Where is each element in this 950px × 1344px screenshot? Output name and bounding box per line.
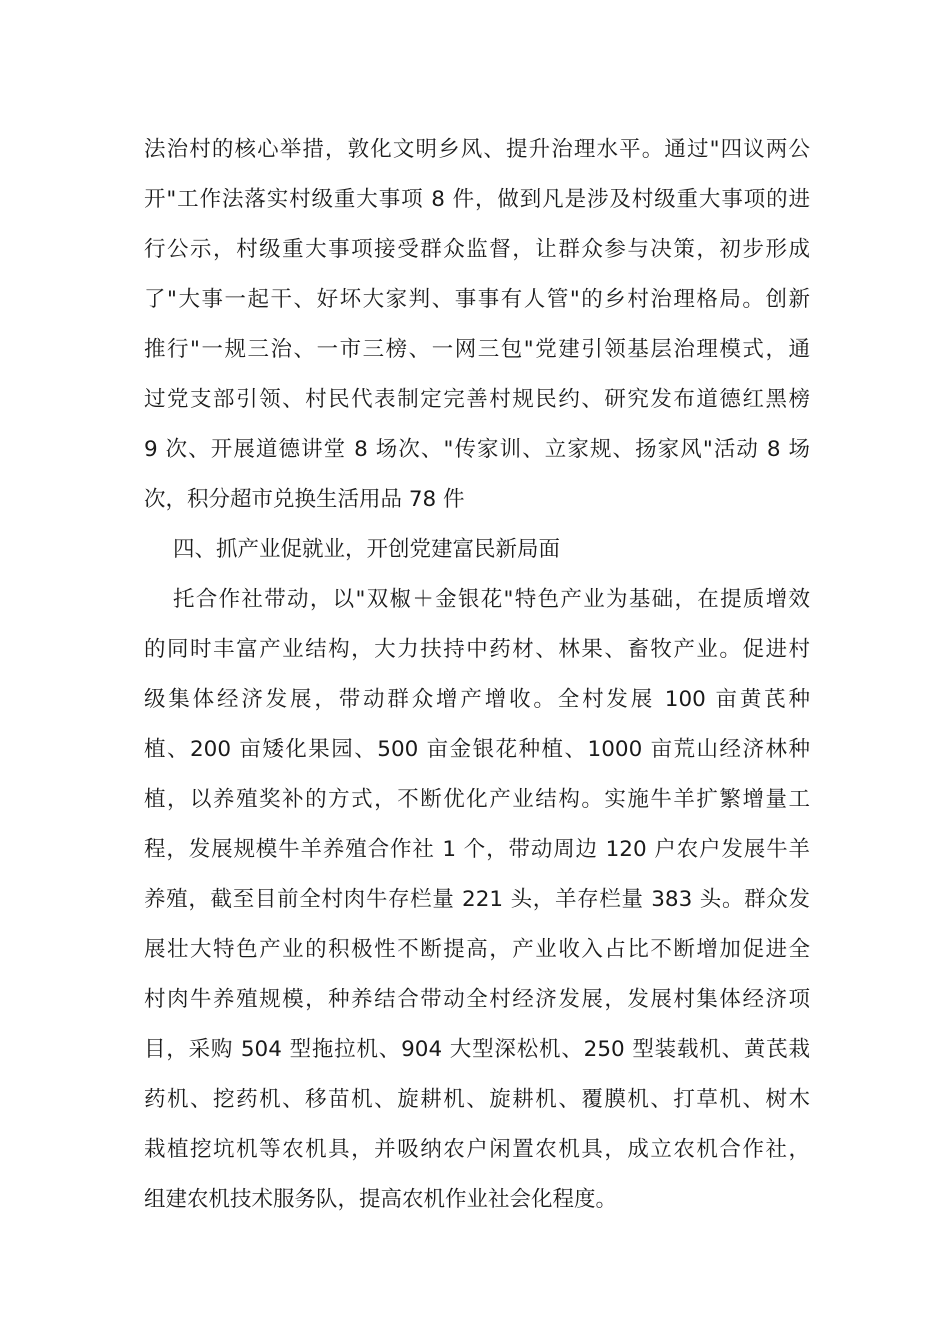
text-line: 植、200 亩矮化果园、500 亩金银花种植、1000 亩荒山经济林种 [144, 737, 810, 762]
text-line: 养殖，截至目前全村肉牛存栏量 221 头，羊存栏量 383 头。群众发 [144, 887, 810, 912]
text-line: 行公示，村级重大事项接受群众监督，让群众参与决策，初步形成 [144, 237, 810, 262]
text-line: 的同时丰富产业结构，大力扶持中药材、林果、畜牧产业。促进村 [144, 637, 810, 662]
text-line: 展壮大特色产业的积极性不断提高，产业收入占比不断增加促进全 [144, 937, 810, 962]
text-line: 次，积分超市兑换生活用品 78 件 [144, 487, 465, 512]
text-line: 村肉牛养殖规模，种养结合带动全村经济发展，发展村集体经济项 [144, 987, 810, 1012]
section-heading: 四、抓产业促就业，开创党建富民新局面 [173, 537, 561, 562]
text-line: 法治村的核心举措，敦化文明乡风、提升治理水平。通过"四议两公 [144, 137, 810, 162]
text-line: 植，以养殖奖补的方式，不断优化产业结构。实施牛羊扩繁增量工 [144, 787, 810, 812]
text-line: 了"大事一起干、好坏大家判、事事有人管"的乡村治理格局。创新 [144, 287, 810, 312]
text-line: 栽植挖坑机等农机具，并吸纳农户闲置农机具，成立农机合作社， [144, 1137, 810, 1162]
paragraph-first-line: 托合作社带动，以"双椒＋金银花"特色产业为基础，在提质增效 [173, 587, 810, 612]
text-line: 过党支部引领、村民代表制定完善村规民约、研究发布道德红黑榜 [144, 387, 810, 412]
text-line: 推行"一规三治、一市三榜、一网三包"党建引领基层治理模式，通 [144, 337, 810, 362]
text-line: 9 次、开展道德讲堂 8 场次、"传家训、立家规、扬家风"活动 8 场 [144, 437, 810, 462]
text-line: 开"工作法落实村级重大事项 8 件，做到凡是涉及村级重大事项的进 [144, 187, 810, 212]
text-line: 级集体经济发展，带动群众增产增收。全村发展 100 亩黄芪种 [144, 687, 810, 712]
text-line: 组建农机技术服务队，提高农机作业社会化程度。 [144, 1187, 618, 1212]
text-line: 目，采购 504 型拖拉机、904 大型深松机、250 型装载机、黄芪栽 [144, 1037, 810, 1062]
text-line: 药机、挖药机、移苗机、旋耕机、旋耕机、覆膜机、打草机、树木 [144, 1087, 810, 1112]
text-line: 程，发展规模牛羊养殖合作社 1 个，带动周边 120 户农户发展牛羊 [144, 837, 810, 862]
